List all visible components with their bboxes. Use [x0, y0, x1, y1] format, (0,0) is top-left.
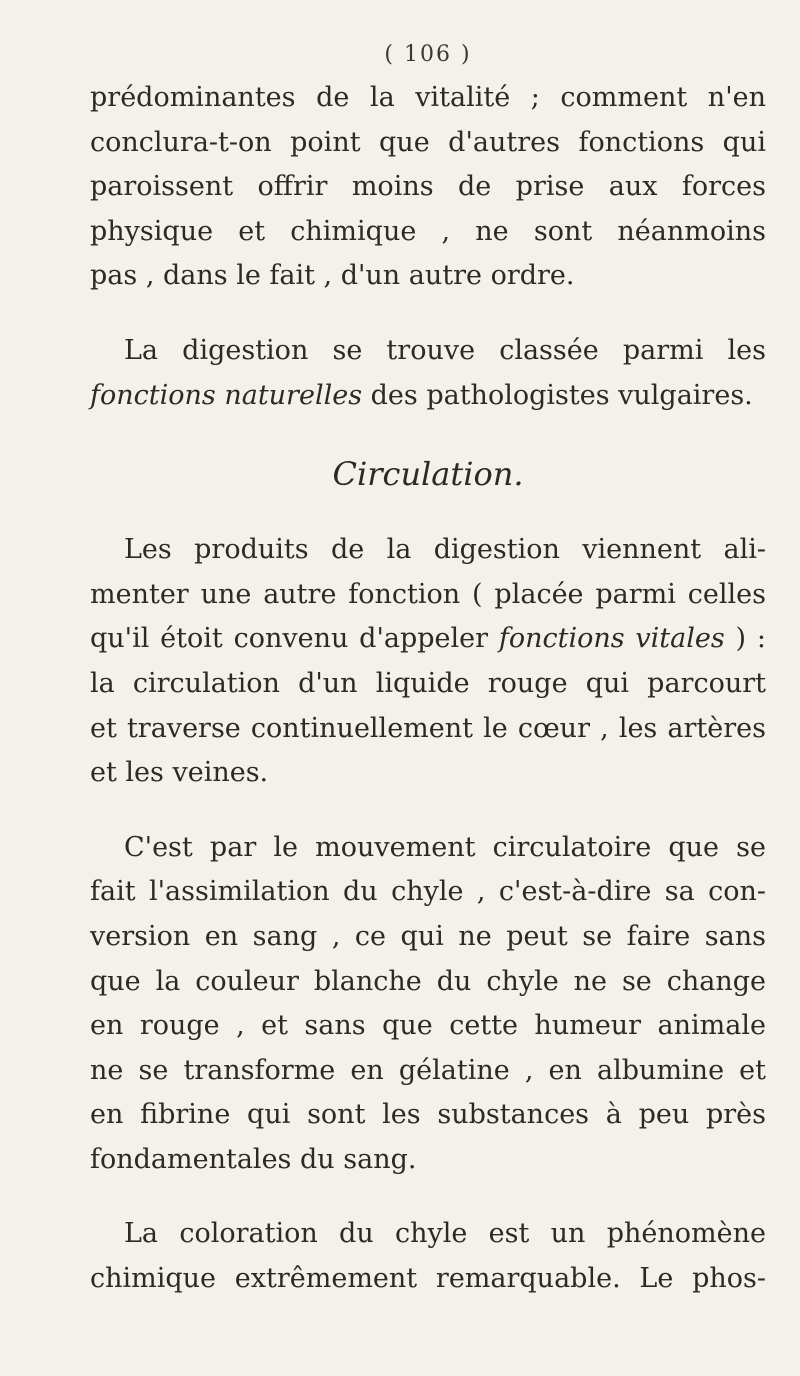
- paragraph-5: [90, 1212, 766, 1301]
- text-line: pas , dans le fait , d'un autre ordre.: [90, 260, 575, 292]
- text-line: ne se transforme en gélatine , en albumine et: [90, 1054, 766, 1086]
- text-line: en fibrine qui sont les substances à peu près: [90, 1099, 766, 1131]
- section-title: Circulation.: [332, 455, 524, 494]
- text-line: fait l'assimilation du chyle , c'est-à-dire sa con-: [90, 876, 766, 908]
- paragraph-gap: [90, 796, 766, 826]
- italic-term: fonctions vitales: [498, 623, 725, 655]
- text-line: prédominantes de la vitalité ; comment n'en: [90, 82, 766, 113]
- text-line: physique et chimique , ne sont néanmoins: [90, 215, 766, 247]
- text-line: en rouge , et sans que cette humeur animale: [90, 1010, 766, 1042]
- paragraph-3: [90, 528, 766, 796]
- text-line: La coloration du chyle est un phénomène: [124, 1218, 766, 1250]
- text-span: ) :: [724, 623, 766, 655]
- text-line: et traverse continuellement le cœur , les artères: [90, 712, 766, 744]
- paragraph-gap: [90, 1182, 766, 1212]
- text-line: conclura-t-on point que d'autres fonctions qui: [90, 126, 766, 158]
- page-number: ( 106 ): [384, 42, 472, 67]
- text-line: paroissent offrir moins de prise aux forces: [90, 171, 766, 203]
- paragraph-1: [90, 76, 766, 299]
- text-span: des pathologistes vulgaires.: [362, 379, 753, 411]
- text-line: C'est par le mouvement circulatoire que se: [124, 831, 766, 863]
- paragraph-4: [90, 826, 766, 1183]
- text-line: chimique extrêmement remarquable. Le phos-: [90, 1263, 766, 1295]
- text-line: Les produits de la digestion viennent ali-: [124, 534, 766, 566]
- text-line: La digestion se trouve classée parmi les: [124, 334, 766, 366]
- text-line: que la couleur blanche du chyle ne se change: [90, 965, 766, 997]
- text-line: fondamentales du sang.: [90, 1143, 417, 1175]
- text-span: qu'il étoit convenu d'appeler: [90, 623, 499, 655]
- text-line: et les veines.: [90, 757, 269, 789]
- paragraph-gap: [90, 299, 766, 329]
- text-line: [90, 617, 766, 662]
- paragraph-2: [90, 329, 766, 418]
- text-line: la circulation d'un liquide rouge qui parcourt: [90, 667, 766, 699]
- italic-term: fonctions naturelles: [90, 379, 363, 411]
- text-line: version en sang , ce qui ne peut se faire sans: [90, 920, 766, 952]
- text-line: [90, 374, 766, 419]
- text-line: menter une autre fonction ( placée parmi celles: [90, 578, 766, 610]
